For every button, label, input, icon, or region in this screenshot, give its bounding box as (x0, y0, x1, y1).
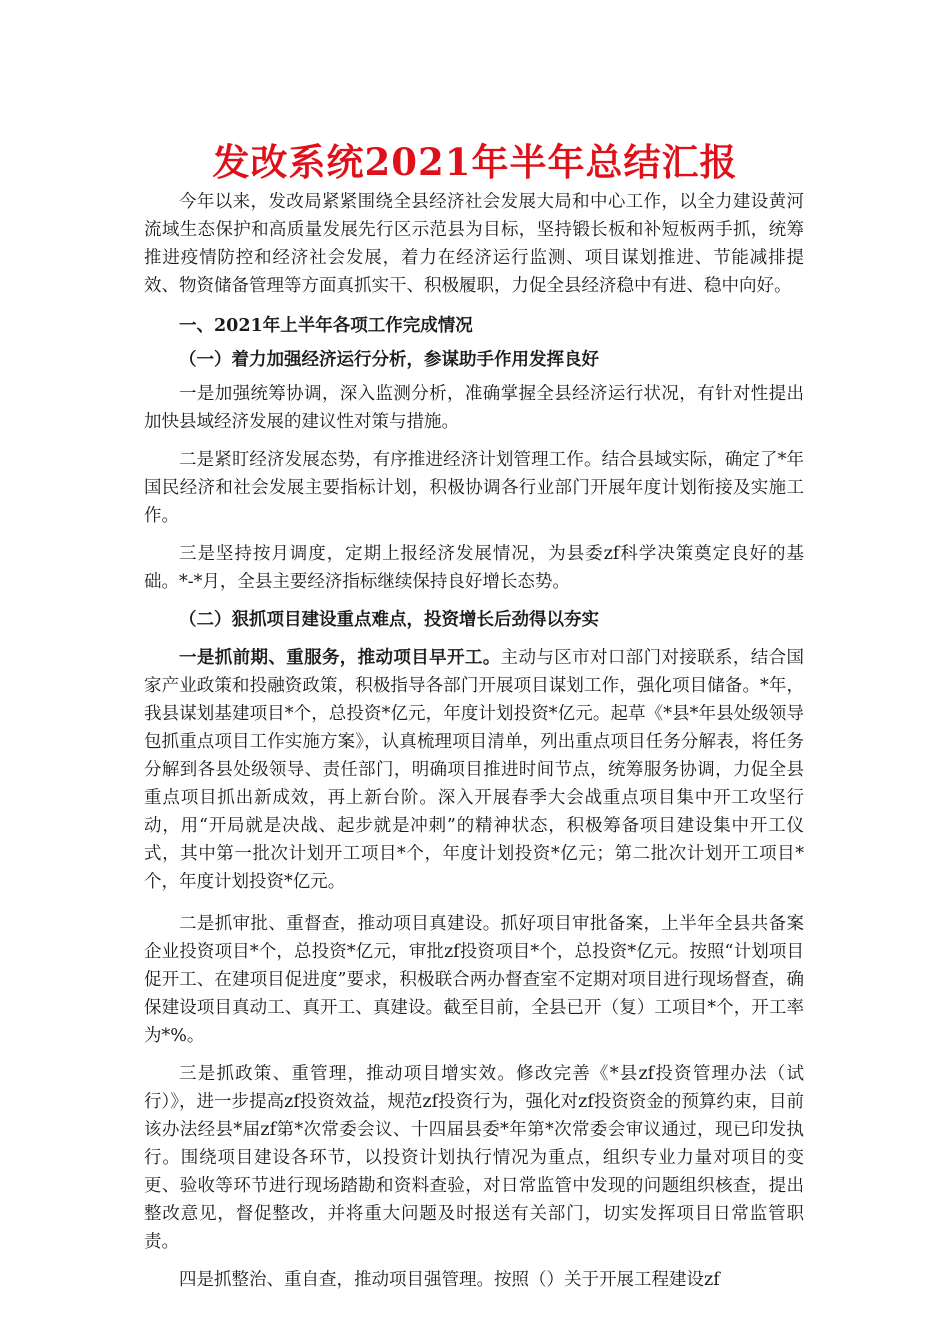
document-title: 发改系统2021年半年总结汇报 (212, 140, 738, 184)
subsection-1-paragraph-1: 一是加强统筹协调，深入监测分析，准确掌握全县经济运行状况，有针对性提出加快县域经济发展的建议性对策与措施。 (144, 384, 804, 432)
subsection-2-paragraph-2: 二是抓审批、重督查，推动项目真建设。抓好项目审批备案，上半年全县共备案企业投资项目*个，总投资*亿元，审批zf投资项目*个，总投资*亿元。按照“计划项目促开工、在建项目促进度”要求，积极联合两办督查室不定期对项目进行现场督查，确保建设项目真动工、真开工、真建设。截至目前，全县已开（复）工项目*个，开工率为*%。 (144, 914, 804, 1046)
document-body (144, 188, 804, 1294)
subsection-2-paragraph-4: 四是抓整治、重自查，推动项目强管理。按照（）关于开展工程建设zf (179, 1270, 720, 1290)
subsection-2-paragraph-3: 三是抓政策、重管理，推动项目增实效。修改完善《*县zf投资管理办法（试行）》，进一步提高zf投资效益，规范zf投资行为，强化对zf投资资金的预算约束，目前该办法经县*届zf第*次常委会议、十四届县委*年第*次常委会审议通过，现已印发执行。围绕项目建设各环节，以投资计划执行情况为重点，组织专业力量对项目的变更、验收等环节进行现场踏勘和资料查验，对日常监管中发现的问题组织核查，提出整改意见，督促整改，并将重大问题及时报送有关部门，切实发挥项目日常监管职责。 (144, 1064, 804, 1252)
paragraph-lead-text: 一是抓前期、重服务，推动项目早开工。 (179, 648, 501, 668)
section-heading-1: 一、2021年上半年各项工作完成情况 (179, 316, 473, 336)
subsection-1-paragraph-3: 三是坚持按月调度，定期上报经济发展情况，为县委zf科学决策奠定良好的基础。*-*月，全县主要经济指标继续保持良好增长态势。 (144, 544, 804, 592)
subsection-1-paragraph-2: 二是紧盯经济发展态势，有序推进经济计划管理工作。结合县域实际，确定了*年国民经济和社会发展主要指标计划，积极协调各行业部门开展年度计划衔接及实施工作。 (144, 450, 804, 526)
subsection-heading-1: （一）着力加强经济运行分析，参谋助手作用发挥良好 (179, 350, 599, 370)
subsection-heading-2: （二）狠抓项目建设重点难点，投资增长后劲得以夯实 (179, 610, 599, 630)
intro-paragraph: 今年以来，发改局紧紧围绕全县经济社会发展大局和中心工作，以全力建设黄河流域生态保护和高质量发展先行区示范县为目标，坚持锻长板和补短板两手抓，统筹推进疫情防控和经济社会发展，着力在经济运行监测、项目谋划推进、节能减排提效、物资储备管理等方面真抓实干、积极履职，力促全县经济稳中有进、稳中向好。 (144, 192, 804, 296)
paragraph-body-text: 主动与区市对口部门对接联系，结合国家产业政策和投融资政策，积极指导各部门开展项目谋划工作，强化项目储备。*年，我县谋划基建项目*个，总投资*亿元，年度计划投资*亿元。起草《*县*年县处级领导包抓重点项目工作实施方案》，认真梳理项目清单，列出重点项目任务分解表，将任务分解到各县处级领导、责任部门，明确项目推进时间节点，统筹服务协调，力促全县重点项目抓出新成效，再上新台阶。深入开展春季大会战重点项目集中开工攻坚行动，用“开局就是决战、起步就是冲刺”的精神状态，积极筹备项目建设集中开工仪式，其中第一批次计划开工项目*个，年度计划投资*亿元；第二批次计划开工项目*个，年度计划投资*亿元。 (144, 648, 805, 892)
subsection-2-paragraph-1 (144, 644, 804, 896)
